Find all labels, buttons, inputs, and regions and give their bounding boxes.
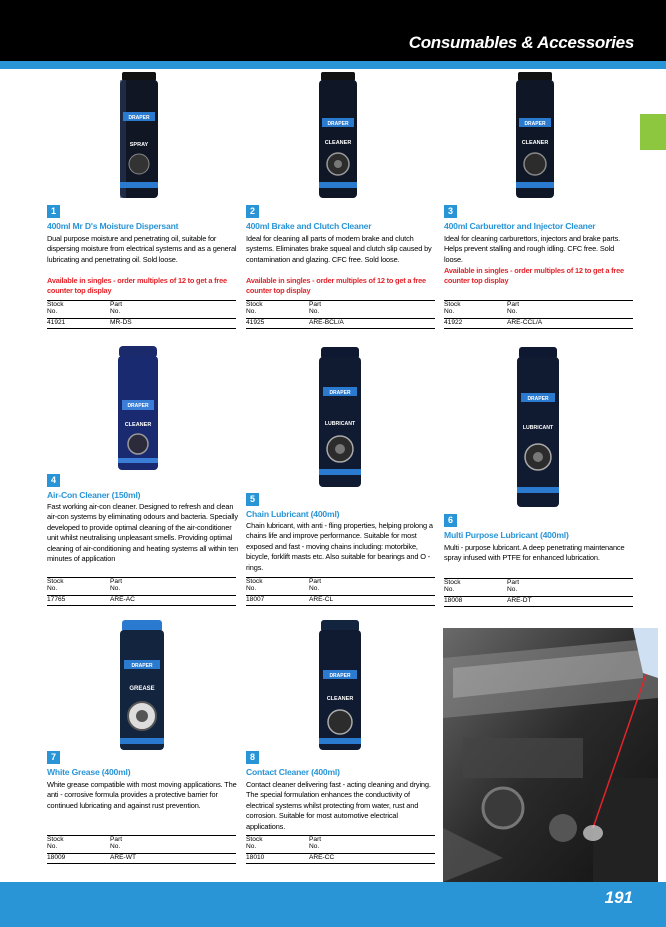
can-label: CLEANER: [124, 422, 152, 428]
availability-note: Available in singles - order multiples of 12 to get a free counter top display: [246, 276, 426, 296]
part-header: Part No.: [507, 301, 520, 316]
table-row: [47, 596, 236, 606]
product-number-badge: 3: [444, 205, 457, 218]
can-label: CLEANER: [324, 140, 352, 146]
stock-header: Stock No.: [47, 836, 64, 851]
stock-number: 41921: [47, 319, 66, 326]
stock-number: 18008: [444, 597, 463, 604]
stock-number: 18010: [246, 854, 265, 861]
stock-header: Stock No.: [246, 301, 263, 316]
product-description: Fast working air-con cleaner. Designed to refresh and clean air-con systems by eliminating odours and bacteria. Specially developed to provide optimal cleaning of the air-conditioner unit whilst neutralising unpleasant smells. Providing optimal cleaning of air-conditioning and heating systems all within ten minutes of application: [47, 502, 239, 564]
stock-header: Stock No.: [47, 578, 64, 593]
can-brand: DRAPER: [131, 663, 153, 669]
stock-number: 18007: [246, 596, 265, 603]
stock-header: Stock No.: [444, 579, 461, 594]
stock-table: [47, 577, 236, 606]
stock-number: 41922: [444, 319, 463, 326]
stock-header: Stock No.: [246, 836, 263, 851]
spray-can-image: [516, 347, 560, 507]
page-number: 191: [604, 888, 633, 907]
part-header: Part No.: [309, 836, 322, 851]
can-label: SPRAY: [129, 142, 149, 148]
part-number: ARE-BCL/A: [309, 319, 344, 326]
table-row: [47, 319, 236, 329]
part-header: Part No.: [309, 578, 322, 593]
availability-note: Available in singles - order multiples of 12 to get a free counter top display: [47, 276, 227, 296]
part-number: ARE-WT: [110, 854, 137, 861]
spray-can-image: [117, 346, 159, 470]
product-name: White Grease (400ml): [47, 767, 131, 777]
table-row: [444, 319, 633, 329]
spray-can-image: [119, 72, 159, 198]
stock-table: [246, 835, 435, 864]
part-header: Part No.: [309, 301, 322, 316]
product-description: Dual purpose moisture and penetrating oil, suitable for dispersing moisture from electrical systems and as a general lubricating and penetrating oil. Sold loose.: [47, 234, 237, 264]
product-description: Ideal for cleaning all parts of modern brake and clutch systems. Eliminates brake squeal and clutch slip caused by contamination and glazing. CFC free. Sold loose.: [246, 234, 432, 264]
stock-table: [246, 300, 435, 329]
stock-table: [47, 835, 236, 864]
product-name: 400ml Brake and Clutch Cleaner: [246, 221, 372, 231]
product-number-badge: 6: [444, 514, 457, 527]
part-number: ARE-CC: [309, 854, 335, 861]
product-number-badge: 4: [47, 474, 60, 487]
header-accent-strip: [0, 61, 666, 69]
part-number: MR-DS: [110, 319, 132, 326]
stock-number: 18009: [47, 854, 66, 861]
page-header-bar: [0, 0, 666, 61]
stock-table: [47, 300, 236, 329]
table-row: [246, 854, 435, 864]
product-description: Contact cleaner delivering fast - acting cleaning and drying. The special formulation enhances the conductivity of electrical systems whilst protecting from water, rust and corrosion. Suitable for most automotive electrical applications.: [246, 780, 431, 831]
availability-note: Available in singles - order multiples of 12 to get a free counter top display: [444, 266, 624, 286]
product-number-badge: 1: [47, 205, 60, 218]
can-brand: DRAPER: [527, 396, 549, 402]
stock-table: [444, 578, 633, 607]
part-number: ARE-AC: [110, 596, 135, 603]
page-title: Consumables & Accessories: [408, 33, 634, 52]
table-row: [246, 319, 435, 329]
stock-header: Stock No.: [246, 578, 263, 593]
stock-header: Stock No.: [47, 301, 64, 316]
product-name: Air-Con Cleaner (150ml): [47, 490, 141, 500]
table-row: [444, 597, 633, 607]
spray-can-image: [119, 620, 165, 750]
page-footer-bar: [0, 882, 666, 927]
product-name: Contact Cleaner (400ml): [246, 767, 340, 777]
stock-table: [444, 300, 633, 329]
part-header: Part No.: [507, 579, 520, 594]
stock-number: 41925: [246, 319, 265, 326]
spray-can-image: [515, 72, 555, 198]
can-brand: DRAPER: [327, 121, 349, 127]
product-description: Chain lubricant, with anti - fling properties, helping prolong a chains life and improve performance. Suitable for most exposed and fast - moving chains including: motorbike, bicycle, forklift masts etc. Also suitable for bearings and O - rings.: [246, 521, 433, 572]
table-row: [47, 854, 236, 864]
stock-number: 17765: [47, 596, 66, 603]
product-number-badge: 2: [246, 205, 259, 218]
spray-can-image: [318, 347, 362, 487]
product-description: White grease compatible with most moving applications. The anti - corrosive formula provides a protective barrier for continued lubricating and against rust prevention.: [47, 780, 237, 810]
product-name: 400ml Mr D's Moisture Dispersant: [47, 221, 179, 231]
can-label: CLEANER: [326, 696, 354, 702]
part-number: ARE-CCL/A: [507, 319, 543, 326]
can-brand: DRAPER: [329, 390, 351, 396]
part-header: Part No.: [110, 301, 123, 316]
can-brand: DRAPER: [127, 403, 149, 409]
part-number: ARE-CL: [309, 596, 334, 603]
spray-can-image: [318, 72, 358, 198]
can-label: GREASE: [129, 686, 155, 692]
product-number-badge: 7: [47, 751, 60, 764]
can-label: CLEANER: [521, 140, 549, 146]
product-description: Ideal for cleaning carburettors, injectors and brake parts. Helps prevent stalling and rough idling. CFC free. Sold loose.: [444, 234, 621, 264]
spray-can-image: [318, 620, 362, 750]
part-header: Part No.: [110, 578, 123, 593]
product-name: Multi Purpose Lubricant (400ml): [444, 530, 569, 540]
product-name: Chain Lubricant (400ml): [246, 509, 340, 519]
product-number-badge: 8: [246, 751, 259, 764]
engine-bay-photo: [443, 628, 658, 882]
can-brand: DRAPER: [524, 121, 546, 127]
can-label: LUBRICANT: [522, 425, 554, 431]
can-label: LUBRICANT: [324, 421, 356, 427]
table-row: [246, 596, 435, 606]
stock-table: [246, 577, 435, 606]
part-number: ARE-DT: [507, 597, 532, 604]
part-header: Part No.: [110, 836, 123, 851]
stock-header: Stock No.: [444, 301, 461, 316]
product-name: 400ml Carburettor and Injector Cleaner: [444, 221, 596, 231]
product-description: Multi - purpose lubricant. A deep penetrating maintenance spray infused with PTFE for enhanced lubrication.: [444, 543, 625, 563]
product-number-badge: 5: [246, 493, 259, 506]
can-brand: DRAPER: [128, 115, 150, 121]
section-tab[interactable]: [640, 114, 666, 150]
can-brand: DRAPER: [329, 673, 351, 679]
